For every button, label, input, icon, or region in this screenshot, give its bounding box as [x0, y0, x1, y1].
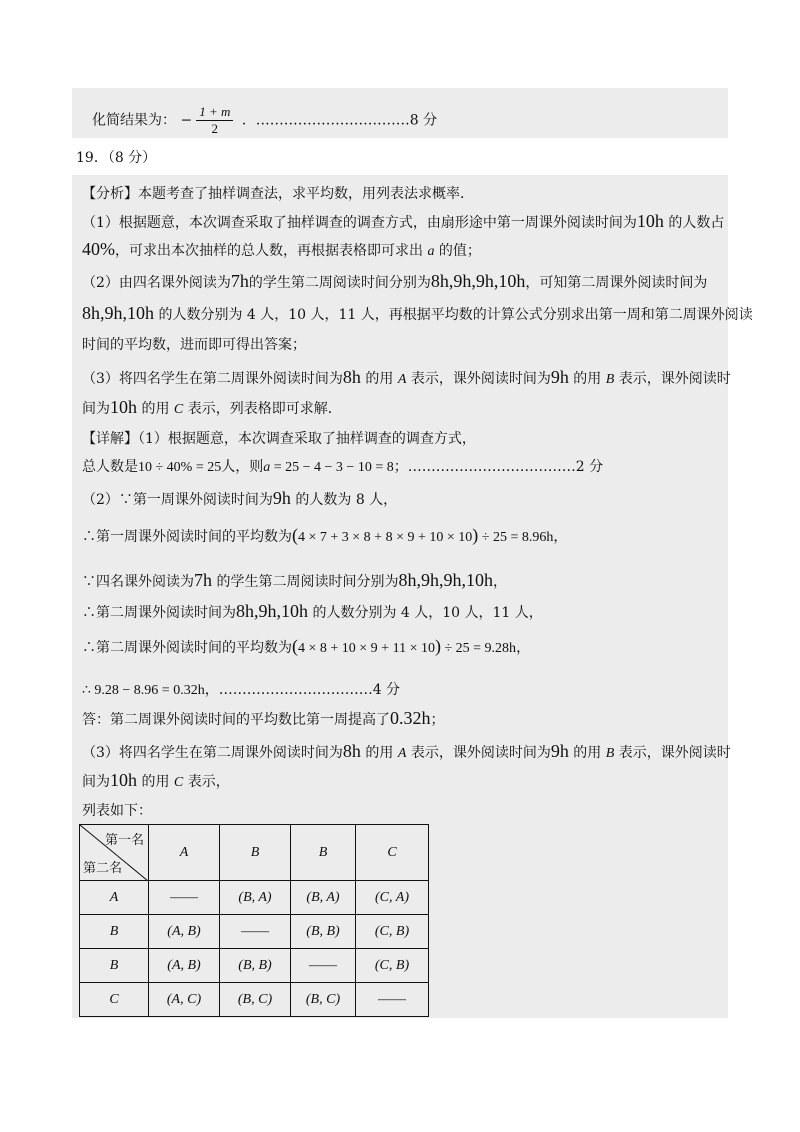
detail-line-2: （2）∵第一周课外阅读时间为9h 的人数为 8 人， [82, 488, 398, 508]
table-cell: (C, A) [356, 881, 429, 915]
negative-sign: − [180, 112, 193, 129]
simplification-result-line [92, 104, 437, 137]
table-cell: (A, C) [149, 983, 220, 1017]
result-prefix: 化简结果为： [92, 112, 176, 129]
corner-label-first: 第一名 [104, 833, 144, 848]
analysis-line-2: 40%，可求出本次抽样的总人数，再根据表格即可求出 a 的值； [82, 239, 481, 259]
table-cell: —— [220, 915, 291, 949]
detail-line-8: （3）将四名学生在第二周课外阅读时间为8h 的用 A 表示，课外阅读时间为9h 的用 B 表示，课外阅读时 [82, 741, 731, 761]
table-intro: 列表如下： [82, 803, 152, 819]
analysis-line-6: （3）将四名学生在第二周课外阅读时间为8h 的用 A 表示，课外阅读时间为9h 的用 B 表示，课外阅读时 [82, 367, 731, 387]
fraction [196, 104, 233, 137]
table-cell: (B, B) [291, 915, 356, 949]
outcome-table [79, 824, 429, 1017]
analysis-line-4: 8h,9h,10h 的人数分别为 4 人，10 人，11 人，再根据平均数的计算公式分别求出第一周和第二周课外阅读 [82, 303, 753, 323]
col-header: A [149, 825, 220, 881]
table-cell: —— [356, 983, 429, 1017]
col-header: B [220, 825, 291, 881]
question-title: 19．（8 分） [76, 150, 157, 166]
table-header-row [80, 825, 429, 881]
analysis-line-3: （2）由四名课外阅读为7h的学生第二周阅读时间分别为8h,9h,9h,10h，可知第二周课外阅读时间为 [82, 271, 708, 291]
detail-line-1: 总人数是10 ÷ 40% = 25人，则a = 25 − 4 − 3 − 10 = 8；………………………………2 分 [82, 459, 604, 475]
detail-line-5: ∴第二周课外阅读时间为8h,9h,10h 的人数分别为 4 人，10 人，11 人， [82, 601, 543, 621]
analysis-line-1: （1）根据题意，本次调查采取了抽样调查的调查方式，由扇形途中第一周课外阅读时间为10h 的人数占 [82, 211, 725, 231]
col-header: C [356, 825, 429, 881]
table-cell: (B, A) [291, 881, 356, 915]
detail-line-6: ∴第二周课外阅读时间的平均数为(4 × 8 + 10 × 9 + 11 × 10) ÷ 25 = 9.28h， [82, 636, 531, 656]
analysis-line-7: 间为10h 的用 C 表示，列表格即可求解． [82, 397, 342, 417]
table-cell: (B, B) [220, 949, 291, 983]
detail-answer-line: 答：第二周课外阅读时间的平均数比第一周提高了0.32h； [82, 708, 445, 728]
table-corner-cell [80, 825, 149, 881]
detail-line-3: ∴第一周课外阅读时间的平均数为(4 × 7 + 3 × 8 + 8 × 9 + 10 × 10) ÷ 25 = 8.96h， [82, 525, 568, 545]
analysis-heading: 【分析】本题考查了抽样调查法，求平均数，用列表法求概率． [82, 186, 474, 202]
col-header: B [291, 825, 356, 881]
score-marker: ．……………………………8 分 [241, 112, 438, 129]
row-header: A [80, 881, 149, 915]
analysis-line-5: 时间的平均数，进而即可得出答案； [82, 337, 306, 353]
row-header: B [80, 915, 149, 949]
row-header: B [80, 949, 149, 983]
detail-line-9: 间为10h 的用 C 表示， [82, 770, 230, 790]
table-cell: —— [149, 881, 220, 915]
corner-label-second: 第二名 [83, 861, 123, 876]
table-row [80, 983, 429, 1017]
table-row [80, 949, 429, 983]
table-row [80, 881, 429, 915]
table-cell: (C, B) [356, 915, 429, 949]
table-cell: —— [291, 949, 356, 983]
table-row [80, 915, 429, 949]
table-cell: (A, B) [149, 915, 220, 949]
row-header: C [80, 983, 149, 1017]
table-cell: (B, A) [220, 881, 291, 915]
detail-line-7: ∴ 9.28 − 8.96 = 0.32h，……………………………4 分 [82, 682, 401, 698]
detail-line-4: ∵四名课外阅读为7h 的学生第二周阅读时间分别为8h,9h,9h,10h， [82, 570, 507, 590]
table-cell: (B, C) [291, 983, 356, 1017]
table-cell: (C, B) [356, 949, 429, 983]
detail-heading: 【详解】（1）根据题意，本次调查采取了抽样调查的调查方式， [82, 431, 476, 447]
table-cell: (B, C) [220, 983, 291, 1017]
fraction-numerator: 1 + m [196, 104, 233, 121]
fraction-denominator: 2 [211, 121, 219, 136]
table-cell: (A, B) [149, 949, 220, 983]
